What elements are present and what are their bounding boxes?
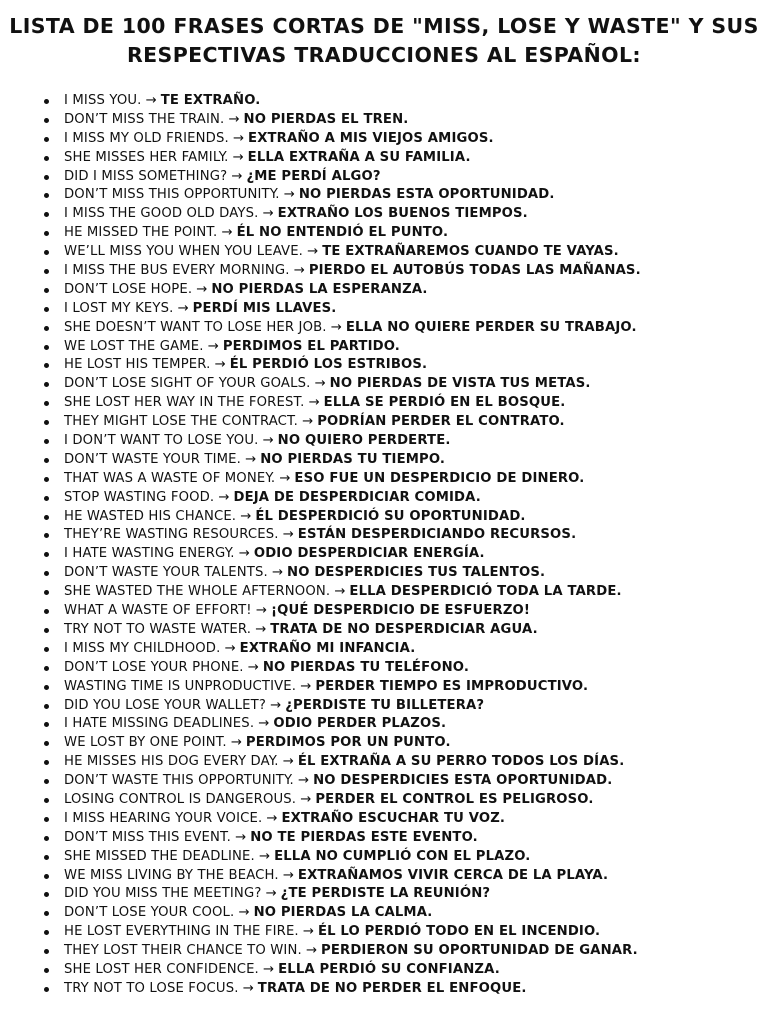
list-item: [40, 111, 760, 130]
list-item: [40, 848, 760, 867]
arrow-icon: →: [305, 943, 318, 959]
spanish-translation: EXTRAÑAMOS VIVIR CERCA DE LA PLAYA.: [297, 867, 609, 883]
list-item: [40, 470, 760, 489]
arrow-icon: →: [265, 886, 277, 902]
spanish-translation: ¿ME PERDÍ ALGO?: [246, 168, 381, 184]
english-phrase: DID YOU LOSE YOUR WALLET?: [64, 697, 266, 713]
spanish-translation: PERDER TIEMPO ES IMPRODUCTIVO.: [315, 678, 589, 694]
english-phrase: STOP WASTING FOOD.: [64, 489, 215, 505]
bullet-icon: [44, 175, 49, 180]
english-phrase: THEY LOST THEIR CHANCE TO WIN.: [64, 943, 302, 959]
document-title: LISTA DE 100 FRASES CORTAS DE "MISS, LOSE Y WASTE" Y SUS RESPECTIVAS TRADUCCIONES AL ESPAÑOL:: [9, 14, 759, 67]
spanish-translation: ¿TE PERDISTE LA REUNIÓN?: [280, 886, 491, 902]
list-item: [40, 375, 760, 394]
bullet-icon: [44, 666, 49, 671]
bullet-icon: [44, 836, 49, 841]
spanish-translation: NO PIERDAS EL TREN.: [243, 111, 409, 127]
arrow-icon: →: [214, 357, 226, 373]
spanish-translation: EXTRAÑO ESCUCHAR TU VOZ.: [281, 810, 506, 826]
spanish-translation: EXTRAÑO A MIS VIEJOS AMIGOS.: [248, 130, 494, 146]
bullet-icon: [44, 874, 49, 879]
bullet-icon: [44, 496, 49, 501]
bullet-icon: [44, 760, 49, 765]
english-phrase: WE MISS LIVING BY THE BEACH.: [64, 867, 279, 883]
spanish-translation: NO PIERDAS LA CALMA.: [253, 905, 433, 921]
arrow-icon: →: [228, 111, 240, 127]
bullet-icon: [44, 798, 49, 803]
list-item: [40, 338, 760, 357]
list-item: [40, 526, 760, 545]
arrow-icon: →: [247, 659, 259, 675]
spanish-translation: ESTÁN DESPERDICIANDO RECURSOS.: [297, 527, 577, 543]
spanish-translation: NO DESPERDICIES ESTA OPORTUNIDAD.: [313, 773, 613, 789]
arrow-icon: →: [258, 716, 270, 732]
spanish-translation: TRATA DE NO PERDER EL ENFOQUE.: [257, 980, 527, 996]
arrow-icon: →: [258, 848, 271, 864]
bullet-icon: [44, 382, 49, 387]
bullet-icon: [44, 704, 49, 709]
spanish-translation: DEJA DE DESPERDICIAR COMIDA.: [233, 489, 481, 505]
bullet-icon: [44, 552, 49, 557]
bullet-icon: [44, 288, 49, 293]
english-phrase: TRY NOT TO LOSE FOCUS.: [64, 980, 239, 996]
arrow-icon: →: [302, 414, 314, 430]
list-item: [40, 659, 760, 678]
arrow-icon: →: [308, 395, 320, 411]
arrow-icon: →: [266, 810, 278, 826]
list-item: [40, 961, 760, 980]
english-phrase: DON’T WASTE YOUR TALENTS.: [64, 565, 268, 581]
arrow-icon: →: [196, 281, 208, 297]
list-item: [40, 791, 760, 810]
bullet-icon: [44, 420, 49, 425]
english-phrase: DON’T WASTE THIS OPPORTUNITY.: [64, 773, 294, 789]
english-phrase: I HATE WASTING ENERGY.: [64, 546, 235, 562]
bullet-icon: [44, 193, 49, 198]
english-phrase: WHAT A WASTE OF EFFORT!: [64, 603, 252, 619]
spanish-translation: NO PIERDAS TU TIEMPO.: [260, 451, 446, 467]
list-item: [40, 394, 760, 413]
english-phrase: THEY’RE WASTING RESOURCES.: [64, 527, 279, 543]
bullet-icon: [44, 817, 49, 822]
arrow-icon: →: [302, 924, 314, 940]
list-item: [40, 92, 760, 111]
spanish-translation: PERDIMOS EL PARTIDO.: [222, 338, 400, 354]
list-item: [40, 602, 760, 621]
bullet-icon: [44, 741, 49, 746]
list-item: [40, 205, 760, 224]
english-phrase: HE LOST EVERYTHING IN THE FIRE.: [64, 924, 299, 940]
spanish-translation: NO QUIERO PERDERTE.: [277, 433, 451, 449]
bullet-icon: [44, 647, 49, 652]
english-phrase: DON’T WASTE YOUR TIME.: [64, 451, 241, 467]
arrow-icon: →: [230, 735, 242, 751]
english-phrase: I MISS THE GOOD OLD DAYS.: [64, 206, 259, 222]
list-item: [40, 186, 760, 205]
arrow-icon: →: [300, 678, 312, 694]
arrow-icon: →: [218, 489, 230, 505]
list-item: [40, 281, 760, 300]
list-item: [40, 130, 760, 149]
arrow-icon: →: [207, 338, 219, 354]
list-item: [40, 243, 760, 262]
arrow-icon: →: [334, 584, 346, 600]
english-phrase: HE MISSES HIS DOG EVERY DAY.: [64, 754, 279, 770]
list-item: [40, 772, 760, 791]
list-item: [40, 753, 760, 772]
list-item: [40, 224, 760, 243]
spanish-translation: TE EXTRAÑO.: [160, 93, 261, 108]
list-item: [40, 508, 760, 527]
spanish-translation: ESO FUE UN DESPERDICIO DE DINERO.: [294, 470, 585, 486]
spanish-translation: ÉL NO ENTENDIÓ EL PUNTO.: [236, 225, 449, 241]
english-phrase: THEY MIGHT LOSE THE CONTRACT.: [64, 414, 299, 430]
bullet-icon: [44, 911, 49, 916]
list-item: [40, 149, 760, 168]
english-phrase: LOSING CONTROL IS DANGEROUS.: [64, 791, 297, 807]
spanish-translation: ELLA SE PERDIÓ EN EL BOSQUE.: [323, 395, 566, 411]
english-phrase: WE’LL MISS YOU WHEN YOU LEAVE.: [64, 244, 304, 260]
arrow-icon: →: [262, 961, 275, 977]
english-phrase: WE LOST BY ONE POINT.: [64, 735, 227, 751]
arrow-icon: →: [262, 433, 274, 449]
english-phrase: SHE LOST HER CONFIDENCE.: [64, 961, 259, 977]
arrow-icon: →: [282, 527, 294, 543]
spanish-translation: ELLA NO QUIERE PERDER SU TRABAJO.: [345, 319, 637, 335]
arrow-icon: →: [221, 225, 233, 241]
bullet-icon: [44, 855, 49, 860]
arrow-icon: →: [271, 565, 284, 581]
english-phrase: I DON’T WANT TO LOSE YOU.: [64, 433, 259, 449]
list-item: [40, 168, 760, 187]
english-phrase: DON’T LOSE YOUR PHONE.: [64, 659, 244, 675]
arrow-icon: →: [297, 773, 310, 789]
arrow-icon: →: [224, 640, 236, 656]
english-phrase: DID I MISS SOMETHING?: [64, 168, 228, 184]
arrow-icon: →: [255, 621, 267, 637]
bullet-icon: [44, 118, 49, 123]
spanish-translation: ÉL DESPERDICIÓ SU OPORTUNIDAD.: [255, 508, 526, 524]
arrow-icon: →: [145, 93, 157, 108]
bullet-icon: [44, 458, 49, 463]
arrow-icon: →: [283, 187, 295, 203]
bullet-icon: [44, 363, 49, 368]
bullet-icon: [44, 722, 49, 727]
list-item: [40, 923, 760, 942]
list-item: [40, 262, 760, 281]
bullet-icon: [44, 987, 49, 992]
bullet-icon: [44, 477, 49, 482]
arrow-icon: →: [330, 319, 342, 335]
bullet-icon: [44, 930, 49, 935]
bullet-icon: [44, 685, 49, 690]
list-item: [40, 564, 760, 583]
bullet-icon: [44, 609, 49, 614]
english-phrase: SHE MISSES HER FAMILY.: [64, 149, 229, 165]
list-item: [40, 867, 760, 886]
english-phrase: I MISS THE BUS EVERY MORNING.: [64, 263, 290, 279]
bullet-icon: [44, 439, 49, 444]
spanish-translation: ELLA EXTRAÑA A SU FAMILIA.: [247, 149, 471, 165]
list-item: [40, 829, 760, 848]
spanish-translation: ODIO PERDER PLAZOS.: [273, 716, 447, 732]
english-phrase: SHE WASTED THE WHOLE AFTERNOON.: [64, 584, 331, 600]
arrow-icon: →: [240, 508, 252, 524]
spanish-translation: ELLA DESPERDICIÓ TODA LA TARDE.: [349, 584, 622, 600]
arrow-icon: →: [235, 829, 247, 845]
bullet-icon: [44, 571, 49, 576]
arrow-icon: →: [242, 980, 254, 996]
spanish-translation: NO PIERDAS DE VISTA TUS METAS.: [329, 376, 591, 392]
english-phrase: DON’T LOSE YOUR COOL.: [64, 905, 235, 921]
bullet-icon: [44, 590, 49, 595]
bullet-icon: [44, 250, 49, 255]
list-item: [40, 451, 760, 470]
list-item: [40, 545, 760, 564]
english-phrase: DON’T MISS THE TRAIN.: [64, 111, 225, 127]
english-phrase: I LOST MY KEYS.: [64, 300, 174, 316]
list-item: [40, 904, 760, 923]
arrow-icon: →: [300, 791, 312, 807]
english-phrase: SHE MISSED THE DEADLINE.: [64, 848, 255, 864]
list-item: [40, 356, 760, 375]
list-item: [40, 810, 760, 829]
spanish-translation: PERDIMOS POR UN PUNTO.: [245, 735, 451, 751]
list-item: [40, 583, 760, 602]
spanish-translation: EXTRAÑO LOS BUENOS TIEMPOS.: [277, 206, 528, 222]
english-phrase: I MISS HEARING YOUR VOICE.: [64, 810, 263, 826]
spanish-translation: EXTRAÑO MI INFANCIA.: [239, 640, 416, 656]
english-phrase: WASTING TIME IS UNPRODUCTIVE.: [64, 678, 297, 694]
spanish-translation: NO DESPERDICIES TUS TALENTOS.: [287, 565, 546, 581]
arrow-icon: →: [238, 546, 250, 562]
spanish-translation: ¿PERDISTE TU BILLETERA?: [285, 697, 485, 713]
bullet-icon: [44, 212, 49, 217]
bullet-icon: [44, 892, 49, 897]
arrow-icon: →: [245, 451, 257, 467]
spanish-translation: ELLA PERDIÓ SU CONFIANZA.: [278, 961, 500, 977]
english-phrase: I HATE MISSING DEADLINES.: [64, 716, 255, 732]
bullet-icon: [44, 156, 49, 161]
english-phrase: HE LOST HIS TEMPER.: [64, 357, 211, 373]
english-phrase: I MISS YOU.: [64, 93, 142, 108]
spanish-translation: ELLA NO CUMPLIÓ CON EL PLAZO.: [274, 848, 531, 864]
bullet-icon: [44, 345, 49, 350]
spanish-translation: ¡QUÉ DESPERDICIO DE ESFUERZO!: [270, 603, 531, 619]
spanish-translation: PERDÍ MIS LLAVES.: [192, 300, 337, 316]
spanish-translation: ÉL EXTRAÑA A SU PERRO TODOS LOS DÍAS.: [297, 754, 625, 770]
english-phrase: TRY NOT TO WASTE WATER.: [64, 621, 252, 637]
arrow-icon: →: [177, 300, 189, 316]
arrow-icon: →: [255, 603, 267, 619]
arrow-icon: →: [314, 376, 326, 392]
arrow-icon: →: [232, 130, 245, 146]
spanish-translation: TRATA DE NO DESPERDICIAR AGUA.: [270, 621, 538, 637]
spanish-translation: PODRÍAN PERDER EL CONTRATO.: [317, 414, 565, 430]
english-phrase: DON’T LOSE HOPE.: [64, 281, 193, 297]
list-item: [40, 489, 760, 508]
spanish-translation: NO PIERDAS LA ESPERANZA.: [211, 281, 428, 297]
arrow-icon: →: [279, 470, 291, 486]
list-item: [40, 640, 760, 659]
arrow-icon: →: [232, 149, 244, 165]
arrow-icon: →: [282, 867, 294, 883]
english-phrase: HE WASTED HIS CHANCE.: [64, 508, 237, 524]
phrase-list: [40, 92, 760, 999]
spanish-translation: PIERDO EL AUTOBÚS TODAS LAS MAÑANAS.: [308, 263, 641, 279]
english-phrase: I MISS MY CHILDHOOD.: [64, 640, 221, 656]
bullet-icon: [44, 269, 49, 274]
list-item: [40, 697, 760, 716]
bullet-icon: [44, 326, 49, 331]
arrow-icon: →: [293, 263, 305, 279]
bullet-icon: [44, 515, 49, 520]
english-phrase: DON’T LOSE SIGHT OF YOUR GOALS.: [64, 376, 311, 392]
spanish-translation: PERDIERON SU OPORTUNIDAD DE GANAR.: [321, 943, 638, 959]
bullet-icon: [44, 401, 49, 406]
spanish-translation: ODIO DESPERDICIAR ENERGÍA.: [253, 546, 485, 562]
spanish-translation: NO PIERDAS TU TELÉFONO.: [262, 659, 470, 675]
spanish-translation: NO TE PIERDAS ESTE EVENTO.: [250, 829, 478, 845]
spanish-translation: TE EXTRAÑAREMOS CUANDO TE VAYAS.: [322, 244, 619, 260]
bullet-icon: [44, 968, 49, 973]
list-item: [40, 300, 760, 319]
english-phrase: SHE DOESN’T WANT TO LOSE HER JOB.: [64, 319, 327, 335]
list-item: [40, 980, 760, 999]
list-item: [40, 734, 760, 753]
spanish-translation: ÉL LO PERDIÓ TODO EN EL INCENDIO.: [317, 924, 601, 940]
bullet-icon: [44, 99, 49, 104]
bullet-icon: [44, 949, 49, 954]
english-phrase: DID YOU MISS THE MEETING?: [64, 886, 262, 902]
english-phrase: SHE LOST HER WAY IN THE FOREST.: [64, 395, 305, 411]
list-item: [40, 319, 760, 338]
bullet-icon: [44, 533, 49, 538]
english-phrase: THAT WAS A WASTE OF MONEY.: [64, 470, 276, 486]
spanish-translation: ÉL PERDIÓ LOS ESTRIBOS.: [229, 357, 428, 373]
english-phrase: HE MISSED THE POINT.: [64, 225, 218, 241]
arrow-icon: →: [270, 697, 282, 713]
list-item: [40, 715, 760, 734]
bullet-icon: [44, 307, 49, 312]
english-phrase: DON’T MISS THIS EVENT.: [64, 829, 231, 845]
spanish-translation: PERDER EL CONTROL ES PELIGROSO.: [315, 791, 594, 807]
arrow-icon: →: [282, 754, 294, 770]
spanish-translation: NO PIERDAS ESTA OPORTUNIDAD.: [298, 187, 555, 203]
list-item: [40, 678, 760, 697]
arrow-icon: →: [307, 244, 319, 260]
bullet-icon: [44, 231, 49, 236]
bullet-icon: [44, 137, 49, 142]
list-item: [40, 432, 760, 451]
list-item: [40, 885, 760, 904]
arrow-icon: →: [238, 905, 250, 921]
english-phrase: WE LOST THE GAME.: [64, 338, 204, 354]
bullet-icon: [44, 779, 49, 784]
english-phrase: DON’T MISS THIS OPPORTUNITY.: [64, 187, 280, 203]
arrow-icon: →: [262, 206, 274, 222]
bullet-icon: [44, 628, 49, 633]
arrow-icon: →: [231, 168, 243, 184]
english-phrase: I MISS MY OLD FRIENDS.: [64, 130, 229, 146]
list-item: [40, 621, 760, 640]
list-item: [40, 942, 760, 961]
list-item: [40, 413, 760, 432]
